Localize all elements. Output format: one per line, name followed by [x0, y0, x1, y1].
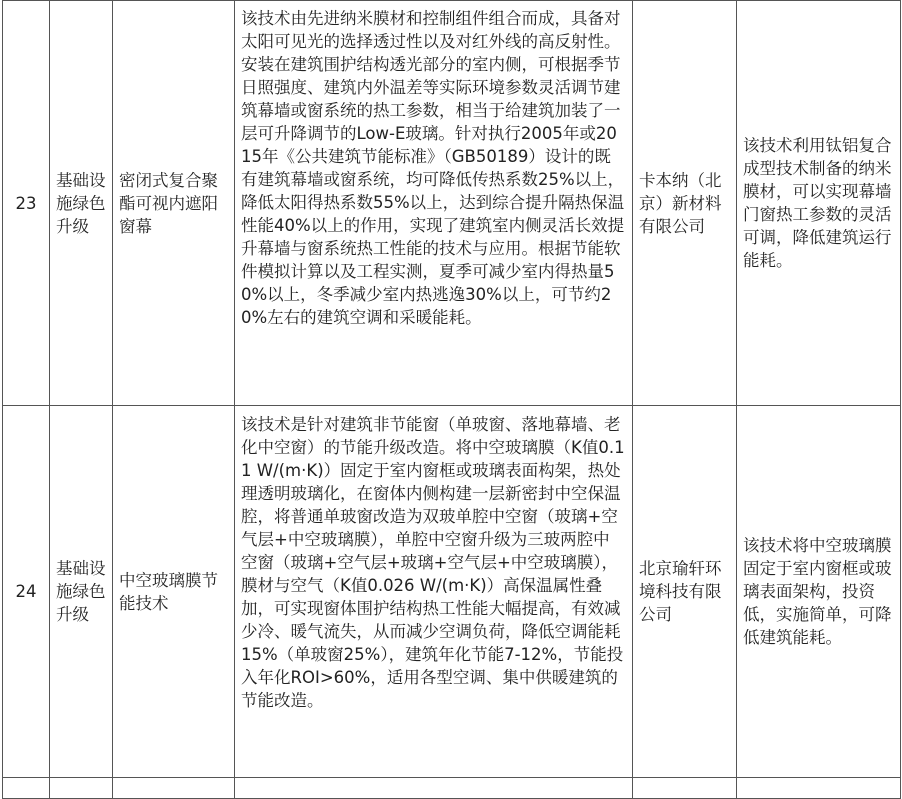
category-text: 基础设施绿色升级 — [56, 559, 106, 624]
category-cell — [50, 406, 113, 778]
description-text: 该技术由先进纳米膜材和控制组件组合而成，具备对太阳可见光的选择透过性以及对红外线的高反射性。安装在建筑围护结构透光部分的室内侧，可根据季节日照强度、建筑内外温差等实际环境参数灵活调节建筑幕墙或窗系统的热工参数，相当于给建筑加装了一层可升降调节的Low-E玻璃。针对执行2005年或2015年《公共建筑节能标准》（GB50189）设计的既有建筑幕墙或窗系统，均可降低传热系数25%以上，降低太阳得热系数55%以上，达到综合提升隔热保温性能40%以上的作用，实现了建筑室内侧灵活长效提升幕墙与窗系统热工性能的技术与应用。根据节能软件模拟计算以及工程实测，夏季可减少室内得热量50%以上，冬季减少室内热逃逸30%以上，可节约20%左右的建筑空调和采暖能耗。 — [241, 9, 625, 327]
table-row — [3, 406, 901, 778]
table-row — [3, 1, 901, 406]
empty-cell — [113, 778, 235, 799]
description-text: 该技术是针对建筑非节能窗（单玻窗、落地幕墙、老化中空窗）的节能升级改造。将中空玻璃膜（K值0.11 W/(m·K)）固定于室内窗框或玻璃表面构架，热处理透明玻璃化，在窗体内侧构建一层新密封中空保温腔，将普通单玻窗改造为双玻单腔中空窗（玻璃+空气层+中空玻璃膜），单腔中空窗升级为三玻两腔中空窗（玻璃+空气层+玻璃+空气层+中空玻璃膜），膜材与空气（K值0.026 W/(m·K)）高保温属性叠加，可实现窗体围护结构热工性能大幅提高，有效减少冷、暖气流失，从而减少空调负荷，降低空调能耗15%（单玻窗25%），建筑年化节能7-12%，节能投入年化ROI>60%，适用各型空调、集中供暖建筑的节能改造。 — [241, 415, 625, 710]
table-row-partial — [3, 778, 901, 799]
empty-cell — [235, 778, 633, 799]
organization-cell — [633, 406, 737, 778]
organization-name: 北京瑜轩环境科技有限公司 — [639, 559, 722, 624]
category-text: 基础设施绿色升级 — [56, 170, 106, 236]
features-text: 该技术将中空玻璃膜固定于室内窗框或玻璃表面架构，投资低，实施简单，可降低建筑能耗。 — [743, 536, 892, 647]
features-cell — [737, 406, 901, 778]
organization-name: 卡本纳（北京）新材料有限公司 — [639, 170, 722, 236]
empty-cell — [50, 778, 113, 799]
technology-catalog-table — [2, 0, 901, 799]
category-cell — [50, 1, 113, 406]
features-cell — [737, 1, 901, 406]
technology-name: 密闭式复合聚酯可视内遮阳窗幕 — [119, 170, 218, 236]
empty-cell — [737, 778, 901, 799]
row-number-cell — [3, 1, 50, 406]
technology-name-cell — [113, 406, 235, 778]
empty-cell — [633, 778, 737, 799]
description-cell — [235, 1, 633, 406]
technology-name: 中空玻璃膜节能技术 — [119, 570, 218, 613]
row-number-cell — [3, 406, 50, 778]
row-number: 23 — [15, 193, 37, 213]
features-text: 该技术利用钛铝复合成型技术制备的纳米膜材，可以实现幕墙门窗热工参数的灵活可调，降低建筑运行能耗。 — [743, 136, 892, 270]
row-number: 24 — [15, 582, 37, 601]
empty-cell — [3, 778, 50, 799]
organization-cell — [633, 1, 737, 406]
technology-name-cell — [113, 1, 235, 406]
description-cell — [235, 406, 633, 778]
